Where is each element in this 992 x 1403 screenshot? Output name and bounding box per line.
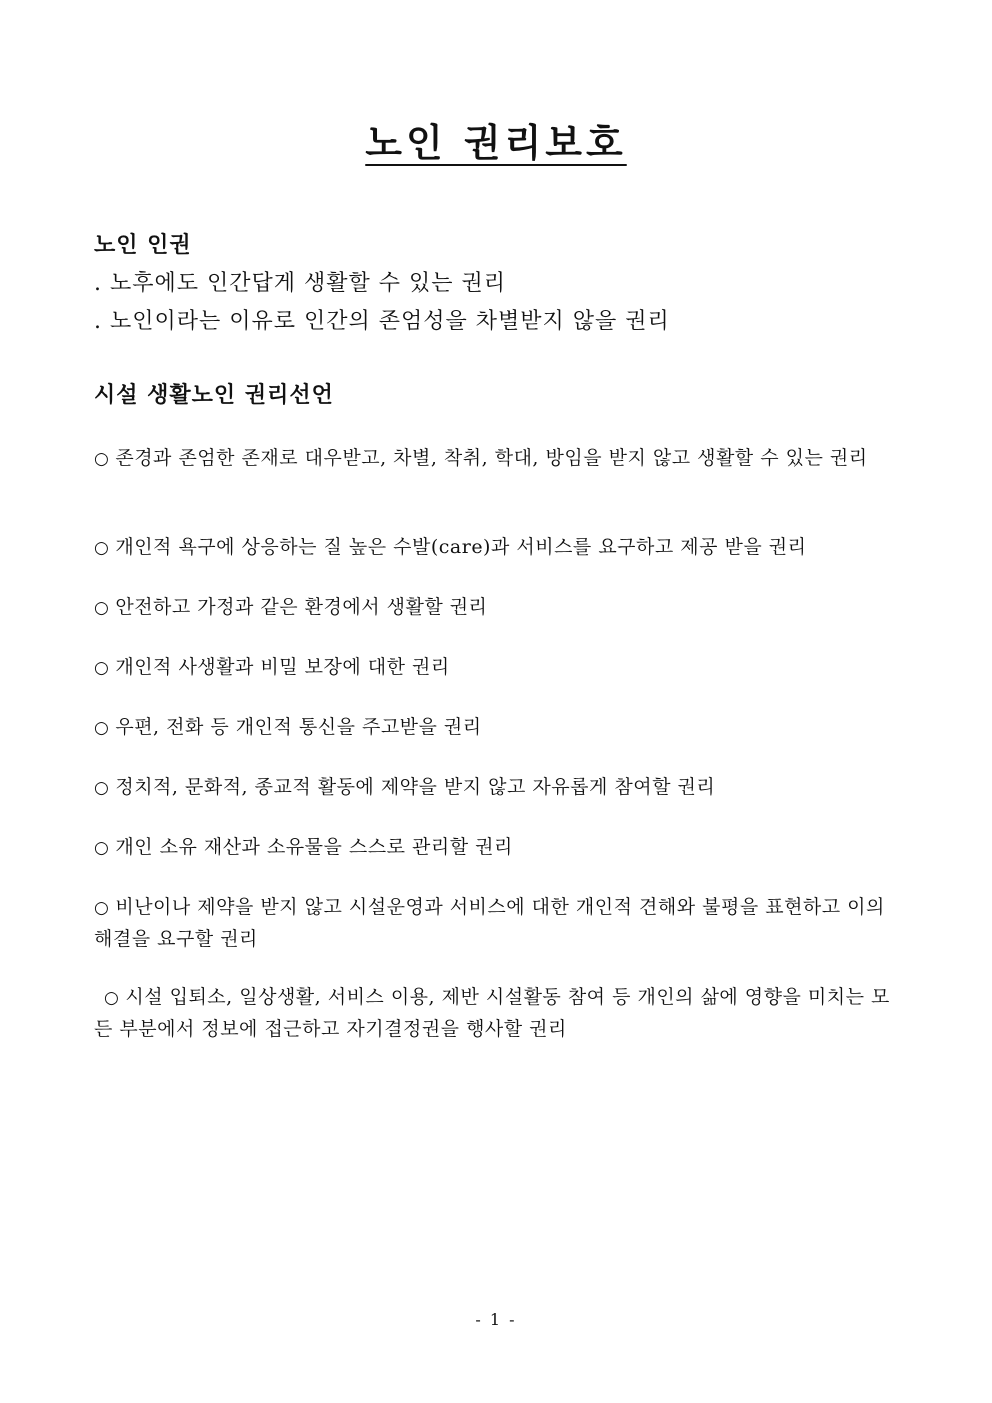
declaration-heading: 시설 생활노인 권리선언 <box>94 382 334 408</box>
circle-bullet-icon: ○ <box>94 718 110 738</box>
declaration-item: ○ 비난이나 제약을 받지 않고 시설운영과 서비스에 대한 개인적 견해와 불평을 표현하고 이의 해결을 요구할 권리 <box>94 896 885 950</box>
circle-bullet-icon: ○ <box>104 988 120 1008</box>
declaration-item: ○ 존경과 존엄한 존재로 대우받고, 차별, 착취, 학대, 방임을 받지 않고 생활할 수 있는 권리 <box>94 447 868 469</box>
declaration-item: ○ 개인적 사생활과 비밀 보장에 대한 권리 <box>94 656 450 678</box>
declaration-item: ○ 개인 소유 재산과 소유물을 스스로 관리할 권리 <box>94 836 513 858</box>
circle-bullet-icon: ○ <box>94 449 110 469</box>
document-title: 노인 권리보호 <box>365 120 627 165</box>
circle-bullet-icon: ○ <box>94 658 110 678</box>
circle-bullet-icon: ○ <box>94 898 110 918</box>
declaration-item: ○ 정치적, 문화적, 종교적 활동에 제약을 받지 않고 자유롭게 참여할 권리 <box>94 776 716 798</box>
rights-item: . 노후에도 인간답게 생활할 수 있는 권리 <box>94 271 506 296</box>
rights-heading: 노인 인권 <box>94 232 192 258</box>
declaration-item: ○ 개인적 욕구에 상응하는 질 높은 수발(care)과 서비스를 요구하고 제공 받을 권리 <box>94 536 807 558</box>
declaration-item: ○ 우편, 전화 등 개인적 통신을 주고받을 권리 <box>94 716 482 738</box>
circle-bullet-icon: ○ <box>94 778 110 798</box>
circle-bullet-icon: ○ <box>94 838 110 858</box>
page-number: - 1 - <box>475 1310 517 1329</box>
declaration-item: ○ 안전하고 가정과 같은 환경에서 생활할 권리 <box>94 596 488 618</box>
declaration-item: ○ 시설 입퇴소, 일상생활, 서비스 이용, 제반 시설활동 참여 등 개인의 삶에 영향을 미치는 모든 부분에서 정보에 접근하고 자기결정권을 행사할 권리 <box>94 986 890 1040</box>
rights-item: . 노인이라는 이유로 인간의 존엄성을 차별받지 않을 권리 <box>94 309 670 334</box>
circle-bullet-icon: ○ <box>94 538 110 558</box>
circle-bullet-icon: ○ <box>94 598 110 618</box>
